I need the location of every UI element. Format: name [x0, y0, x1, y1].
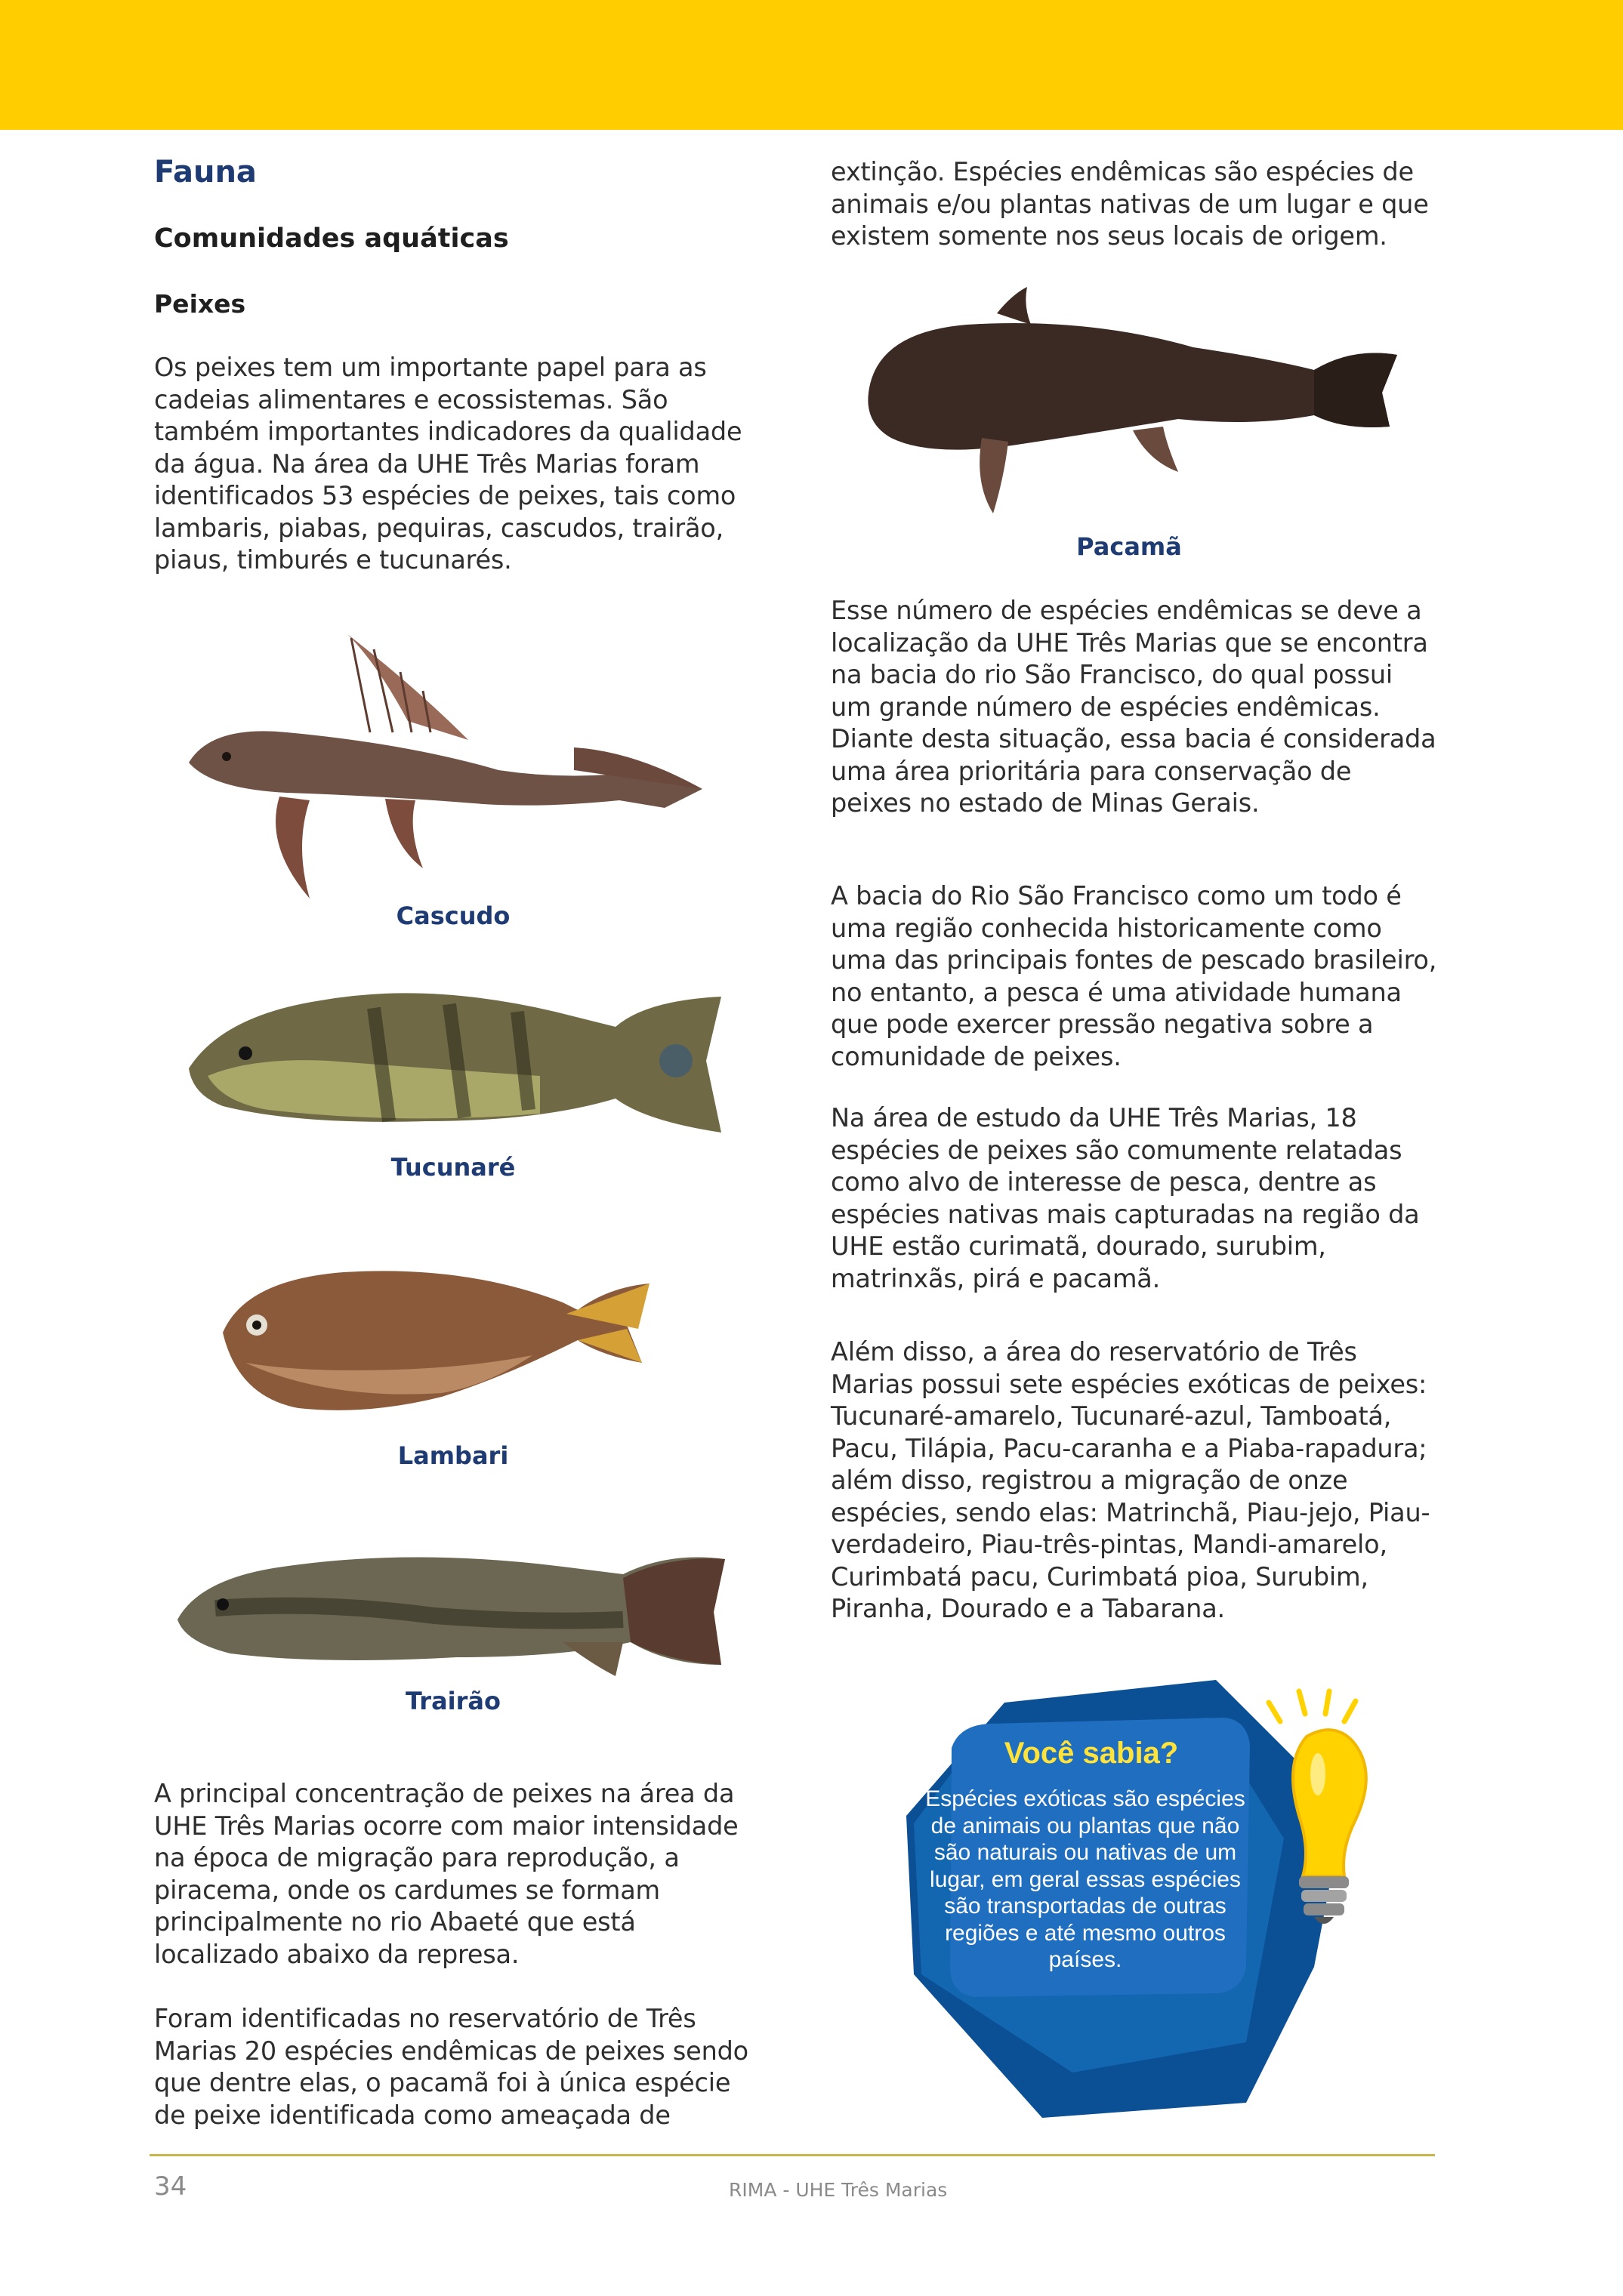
cascudo-caption: Cascudo	[396, 901, 511, 930]
right-paragraph-3: Na área de estudo da UHE Três Marias, 18 espécies de peixes são comumente relatadas como alvo de interesse de pesca, dentre as espécies nativas mais capturadas na região da UHE estão curimatã, dourado, surubim, matrinxãs, pirá e pacamã.	[831, 1103, 1420, 1293]
tucunare-caption: Tucunaré	[390, 1153, 516, 1182]
right-paragraph-4: Além disso, a área do reservatório de Três Marias possui sete espécies exóticas de peixes: Tucunaré-amarelo, Tucunaré-azul, Tamboatá, Pacu, Tilápia, Pacu-caranha e a Piaba-rapadura; além disso, registrou a migração de onze espécies, sendo elas: Matrinchã, Piau-jejo, Piau-verdadeiro, Piau-três-pintas, Mandi-amarelo, Curimbatá pacu, Curimbatá pioa, Surubim, Piranha, Dourado e a Tabarana.	[831, 1337, 1430, 1623]
section-title: Fauna	[154, 155, 257, 190]
subsection-title: Comunidades aquáticas	[154, 223, 509, 254]
tucunare-image	[177, 970, 729, 1144]
header-bar	[0, 0, 1623, 130]
footer-rule	[150, 2154, 1435, 2156]
trairao-caption: Trairão	[405, 1687, 501, 1715]
right-paragraph-2: A bacia do Rio São Francisco como um todo é uma região conhecida historicamente como uma das principais fontes de pescado brasileiro, no entanto, a pesca é uma atividade humana que pode exercer pressão negativa sobre a comunidade de peixes.	[831, 881, 1437, 1071]
trairao-image	[170, 1536, 729, 1680]
intro-paragraph: Os peixes tem um importante papel para as cadeias alimentares e ecossistemas. São também importantes indicadores da qualidade da água. Na área da UHE Três Marias foram identificados 53 espécies de peixes, tais como lambaris, piabas, pequiras, cascudos, trairão, piaus, timburés e tucunarés.	[154, 353, 742, 575]
callout-title: Você sabia?	[1004, 1737, 1179, 1770]
pacama-image	[861, 287, 1405, 529]
right-paragraph-1: Esse número de espécies endêmicas se deve a localização da UHE Três Marias que se encontra na bacia do rio São Francisco, do qual possui um grande número de espécies endêmicas. Diante desta situação, essa bacia é considerada uma área prioritária para conservação de peixes no estado de Minas Gerais.	[831, 596, 1436, 818]
cascudo-image	[181, 619, 725, 906]
endemic-paragraph: Foram identificadas no reservatório de Três Marias 20 espécies endêmicas de peixes sendo que dentre elas, o pacamã foi à única espécie de peixe identificada como ameaçada de	[154, 2004, 748, 2130]
pacama-caption: Pacamã	[1076, 532, 1182, 561]
footer-document-title: RIMA - UHE Três Marias	[729, 2179, 948, 2201]
lambari-caption: Lambari	[397, 1441, 509, 1470]
page-number: 34	[154, 2171, 187, 2202]
lambari-image	[215, 1257, 653, 1431]
callout-text: Espécies exóticas são espécies de animais ou plantas que não são naturais ou nativas de um lugar, em geral essas espécies são transportadas de outras regiões e até mesmo outros países.	[925, 1786, 1245, 1972]
continuation-paragraph: extinção. Espécies endêmicas são espécies de animais e/ou plantas nativas de um lugar e que existem somente nos seus locais de origem.	[831, 157, 1429, 251]
topic-title: Peixes	[154, 289, 246, 319]
migration-paragraph: A principal concentração de peixes na área da UHE Três Marias ocorre com maior intensidade na época de migração para reprodução, a piracema, onde os cardumes se formam principalmente no rio Abaeté que está localizado abaixo da represa.	[154, 1779, 739, 1969]
